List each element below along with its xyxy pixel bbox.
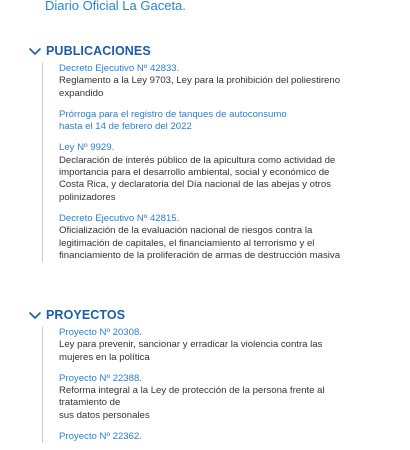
chevron-down-icon bbox=[28, 309, 42, 321]
description-line: tratamiento de bbox=[59, 397, 121, 409]
publicaciones-toggle[interactable] bbox=[28, 42, 388, 60]
proyectos-toggle[interactable] bbox=[28, 306, 388, 324]
item-description bbox=[59, 225, 388, 262]
item-link-proyecto-22362[interactable]: Proyecto Nº 22362. bbox=[59, 431, 142, 443]
description-line: Reglamento a la Ley 9703, Ley para la prohibición del poliestireno bbox=[59, 75, 341, 87]
item-description bbox=[59, 385, 388, 422]
proyectos-title: PROYECTOS bbox=[46, 308, 126, 322]
item-link-decreto-42815[interactable]: Decreto Ejecutivo Nº 42815. bbox=[59, 212, 180, 224]
list-item bbox=[59, 213, 388, 262]
description-line: mujeres en la política bbox=[59, 351, 150, 363]
list-item bbox=[59, 142, 388, 203]
list-item bbox=[59, 431, 388, 443]
description-line: polinizadores bbox=[59, 191, 116, 203]
proyectos-list bbox=[42, 327, 388, 443]
link-line: hasta el 14 de febrero del 2022 bbox=[59, 121, 192, 133]
link-line: Prórroga para el registro de tanques de autoconsumo bbox=[59, 108, 287, 120]
publicaciones-list bbox=[42, 63, 388, 262]
description-line: Reforma integral a la Ley de protección de la persona frente al bbox=[59, 385, 325, 397]
item-link-proyecto-20308[interactable]: Proyecto Nº 20308. bbox=[59, 327, 142, 338]
item-link-prorroga-tanques[interactable] bbox=[59, 109, 388, 134]
item-link-ley-9929[interactable]: Ley Nº 9929. bbox=[59, 142, 115, 154]
item-description bbox=[59, 75, 388, 100]
publicaciones-title: PUBLICACIONES bbox=[46, 44, 151, 58]
description-line: importancia para el desarrollo ambiental, social y económico de bbox=[59, 167, 330, 179]
item-link-proyecto-22388[interactable]: Proyecto Nº 22388. bbox=[59, 372, 142, 384]
intro-text: Diario Oficial La Gaceta. bbox=[45, 0, 186, 13]
list-item bbox=[59, 327, 388, 364]
list-item bbox=[59, 109, 388, 134]
description-line: expandido bbox=[59, 87, 104, 99]
description-line: Ley para prevenir, sancionar y erradicar la violencia contra las bbox=[59, 339, 323, 351]
description-line: Costa Rica, y declaratoria del Día nacional de las abejas y otros bbox=[59, 179, 331, 191]
description-line: legitimación de capitales, el financiamiento al terrorismo y el bbox=[59, 237, 315, 249]
item-description bbox=[59, 155, 388, 204]
chevron-down-icon bbox=[28, 45, 42, 57]
item-link-decreto-42833[interactable]: Decreto Ejecutivo Nº 42833. bbox=[59, 63, 180, 74]
section-proyectos bbox=[28, 306, 388, 450]
item-description bbox=[59, 339, 388, 364]
description-line: Declaración de interés público de la apicultura como actividad de bbox=[59, 154, 336, 166]
description-line: Oficialización de la evaluación nacional de riesgos contra la bbox=[59, 225, 313, 237]
description-line: sus datos personales bbox=[59, 409, 150, 421]
description-line: financiamiento de la proliferación de armas de destrucción masiva bbox=[59, 249, 341, 261]
section-publicaciones bbox=[28, 42, 388, 271]
list-item bbox=[59, 373, 388, 422]
list-item bbox=[59, 63, 388, 100]
